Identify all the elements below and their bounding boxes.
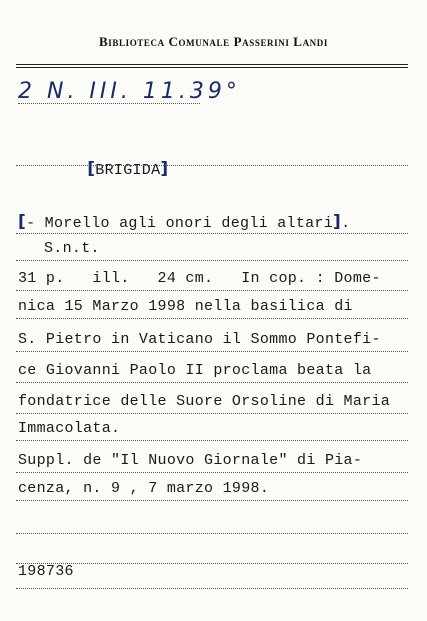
heading-rule: [16, 147, 408, 166]
title-text: - Morello agli onori degli altari: [26, 215, 334, 232]
rule-12: [16, 545, 408, 564]
rule-7: [16, 395, 408, 414]
rule-5: [16, 333, 408, 352]
left-bracket: [: [87, 159, 96, 179]
rule-6: [16, 364, 408, 383]
rule-1: [16, 212, 408, 234]
rule-3: [16, 272, 408, 291]
rule-4: [16, 300, 408, 319]
header-rule-bottom: [16, 67, 408, 68]
title-right-bracket: ]: [333, 212, 342, 232]
shelfmark: 2 N. III. 11.39°: [18, 79, 241, 104]
description-line: 31 p. ill. 24 cm. In cop. : Dome-: [18, 270, 381, 287]
library-header: Biblioteca Comunale Passerini Landi: [99, 34, 328, 49]
description-line: nica 15 Marzo 1998 nella basilica di: [18, 298, 353, 315]
rule-11: [16, 515, 408, 534]
right-bracket: ]: [160, 159, 169, 179]
title-left-bracket: [: [18, 212, 27, 232]
title-period: .: [341, 215, 351, 232]
rule-9: [16, 454, 408, 473]
inventory-number: 198736: [18, 563, 74, 580]
rule-2: [16, 242, 408, 261]
description-line: Immacolata.: [18, 420, 121, 437]
note-line: cenza, n. 9 , 7 marzo 1998.: [18, 480, 270, 497]
header-rule-top: [16, 64, 408, 65]
description-line: ce Giovanni Paolo II proclama beata la: [18, 362, 372, 379]
rule-10: [16, 482, 408, 501]
heading-text: BRIGIDA: [95, 162, 161, 179]
imprint-line: S.n.t.: [44, 240, 100, 257]
rule-8: [16, 422, 408, 441]
shelfmark-underline: [18, 103, 200, 104]
description-line: S. Pietro in Vaticano il Sommo Pontefi-: [18, 331, 381, 348]
note-line: Suppl. de "Il Nuovo Giornale" di Pia-: [18, 452, 363, 469]
rule-13: [16, 570, 408, 589]
description-line: fondatrice delle Suore Orsoline di Maria: [18, 393, 391, 410]
